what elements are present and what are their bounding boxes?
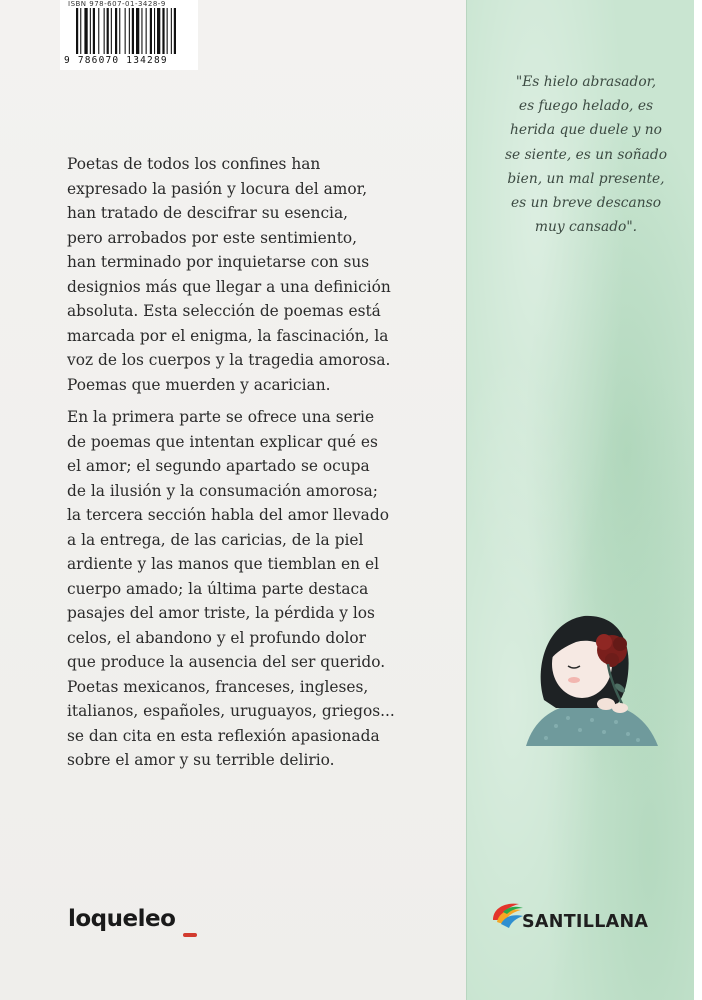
- paragraph-2-line: el amor; el segundo apartado se ocupa: [67, 457, 370, 475]
- quote-line: muy cansado".: [534, 219, 638, 236]
- paragraph-2-line: ardiente y las manos que tiemblan en el: [67, 555, 379, 573]
- paragraph-2-line: a la entrega, de las caricias, de la piel: [67, 530, 364, 549]
- paragraph-2-line: de poemas que intentan explicar qué es: [67, 432, 378, 451]
- paragraph-2-line: de la ilusión y la consumación amorosa;: [67, 481, 378, 500]
- paragraph-1-line: han terminado por inquietarse con sus: [67, 253, 370, 271]
- isbn-text: ISBN 978-607-01-3428-9: [68, 0, 166, 8]
- description-paragraph-2: [67, 405, 397, 773]
- paragraph-2-line: que produce la ausencia del ser querido.: [67, 653, 386, 671]
- paragraph-2-line: la tercera sección habla del amor llevado: [67, 506, 389, 524]
- paragraph-2-line: En la primera parte se ofrece una serie: [67, 408, 375, 426]
- page-edge: [694, 0, 702, 1000]
- loqueleo-logo-accent: [183, 933, 197, 937]
- paragraph-2-line: pasajes del amor triste, la pérdida y los: [67, 604, 375, 622]
- paragraph-1-line: pero arrobados por este sentimiento,: [67, 228, 358, 247]
- quote-line: es un breve descanso: [510, 195, 662, 212]
- quote-line: bien, un mal presente,: [507, 170, 665, 187]
- paragraph-1-line: expresado la pasión y locura del amor,: [67, 179, 368, 198]
- description-paragraph-1: [67, 152, 397, 397]
- girl-with-flower-illustration: [516, 608, 664, 748]
- barcode-number: 9 786070 134289: [64, 55, 168, 66]
- paragraph-2-line: celos, el abandono y el profundo dolor: [67, 628, 367, 647]
- quote-line: se siente, es un soñado: [504, 146, 668, 163]
- loqueleo-logo: loqueleo: [68, 906, 176, 932]
- paragraph-1-line: han tratado de descifrar su esencia,: [67, 204, 349, 222]
- quote-line: es fuego helado, es: [518, 98, 654, 115]
- quote-line: herida que duele y no: [510, 122, 662, 139]
- quote-line: "Es hielo abrasador,: [515, 74, 657, 90]
- paragraph-2-line: sobre el amor y su terrible delirio.: [67, 751, 335, 769]
- paragraph-1-line: marcada por el enigma, la fascinación, la: [67, 326, 389, 345]
- paragraph-1-line: designios más que llegar a una definición: [67, 277, 391, 296]
- barcode-icon: [76, 8, 192, 54]
- paragraph-2-line: italianos, españoles, uruguayos, griegos...: [67, 702, 395, 720]
- paragraph-1-line: Poetas de todos los confines han: [67, 155, 321, 173]
- paragraph-1-line: voz de los cuerpos y la tragedia amorosa.: [67, 351, 391, 369]
- paragraph-2-line: cuerpo amado; la última parte destaca: [67, 579, 369, 598]
- paragraph-1-line: Poemas que muerden y acarician.: [67, 375, 331, 394]
- paragraph-2-line: se dan cita en esta reflexión apasionada: [67, 726, 380, 745]
- paragraph-2-line: Poetas mexicanos, franceses, ingleses,: [67, 677, 369, 696]
- paragraph-1-line: absoluta. Esta selección de poemas está: [67, 302, 381, 320]
- poem-quote: [490, 70, 682, 239]
- santillana-logo: SANTILLANA: [522, 912, 649, 932]
